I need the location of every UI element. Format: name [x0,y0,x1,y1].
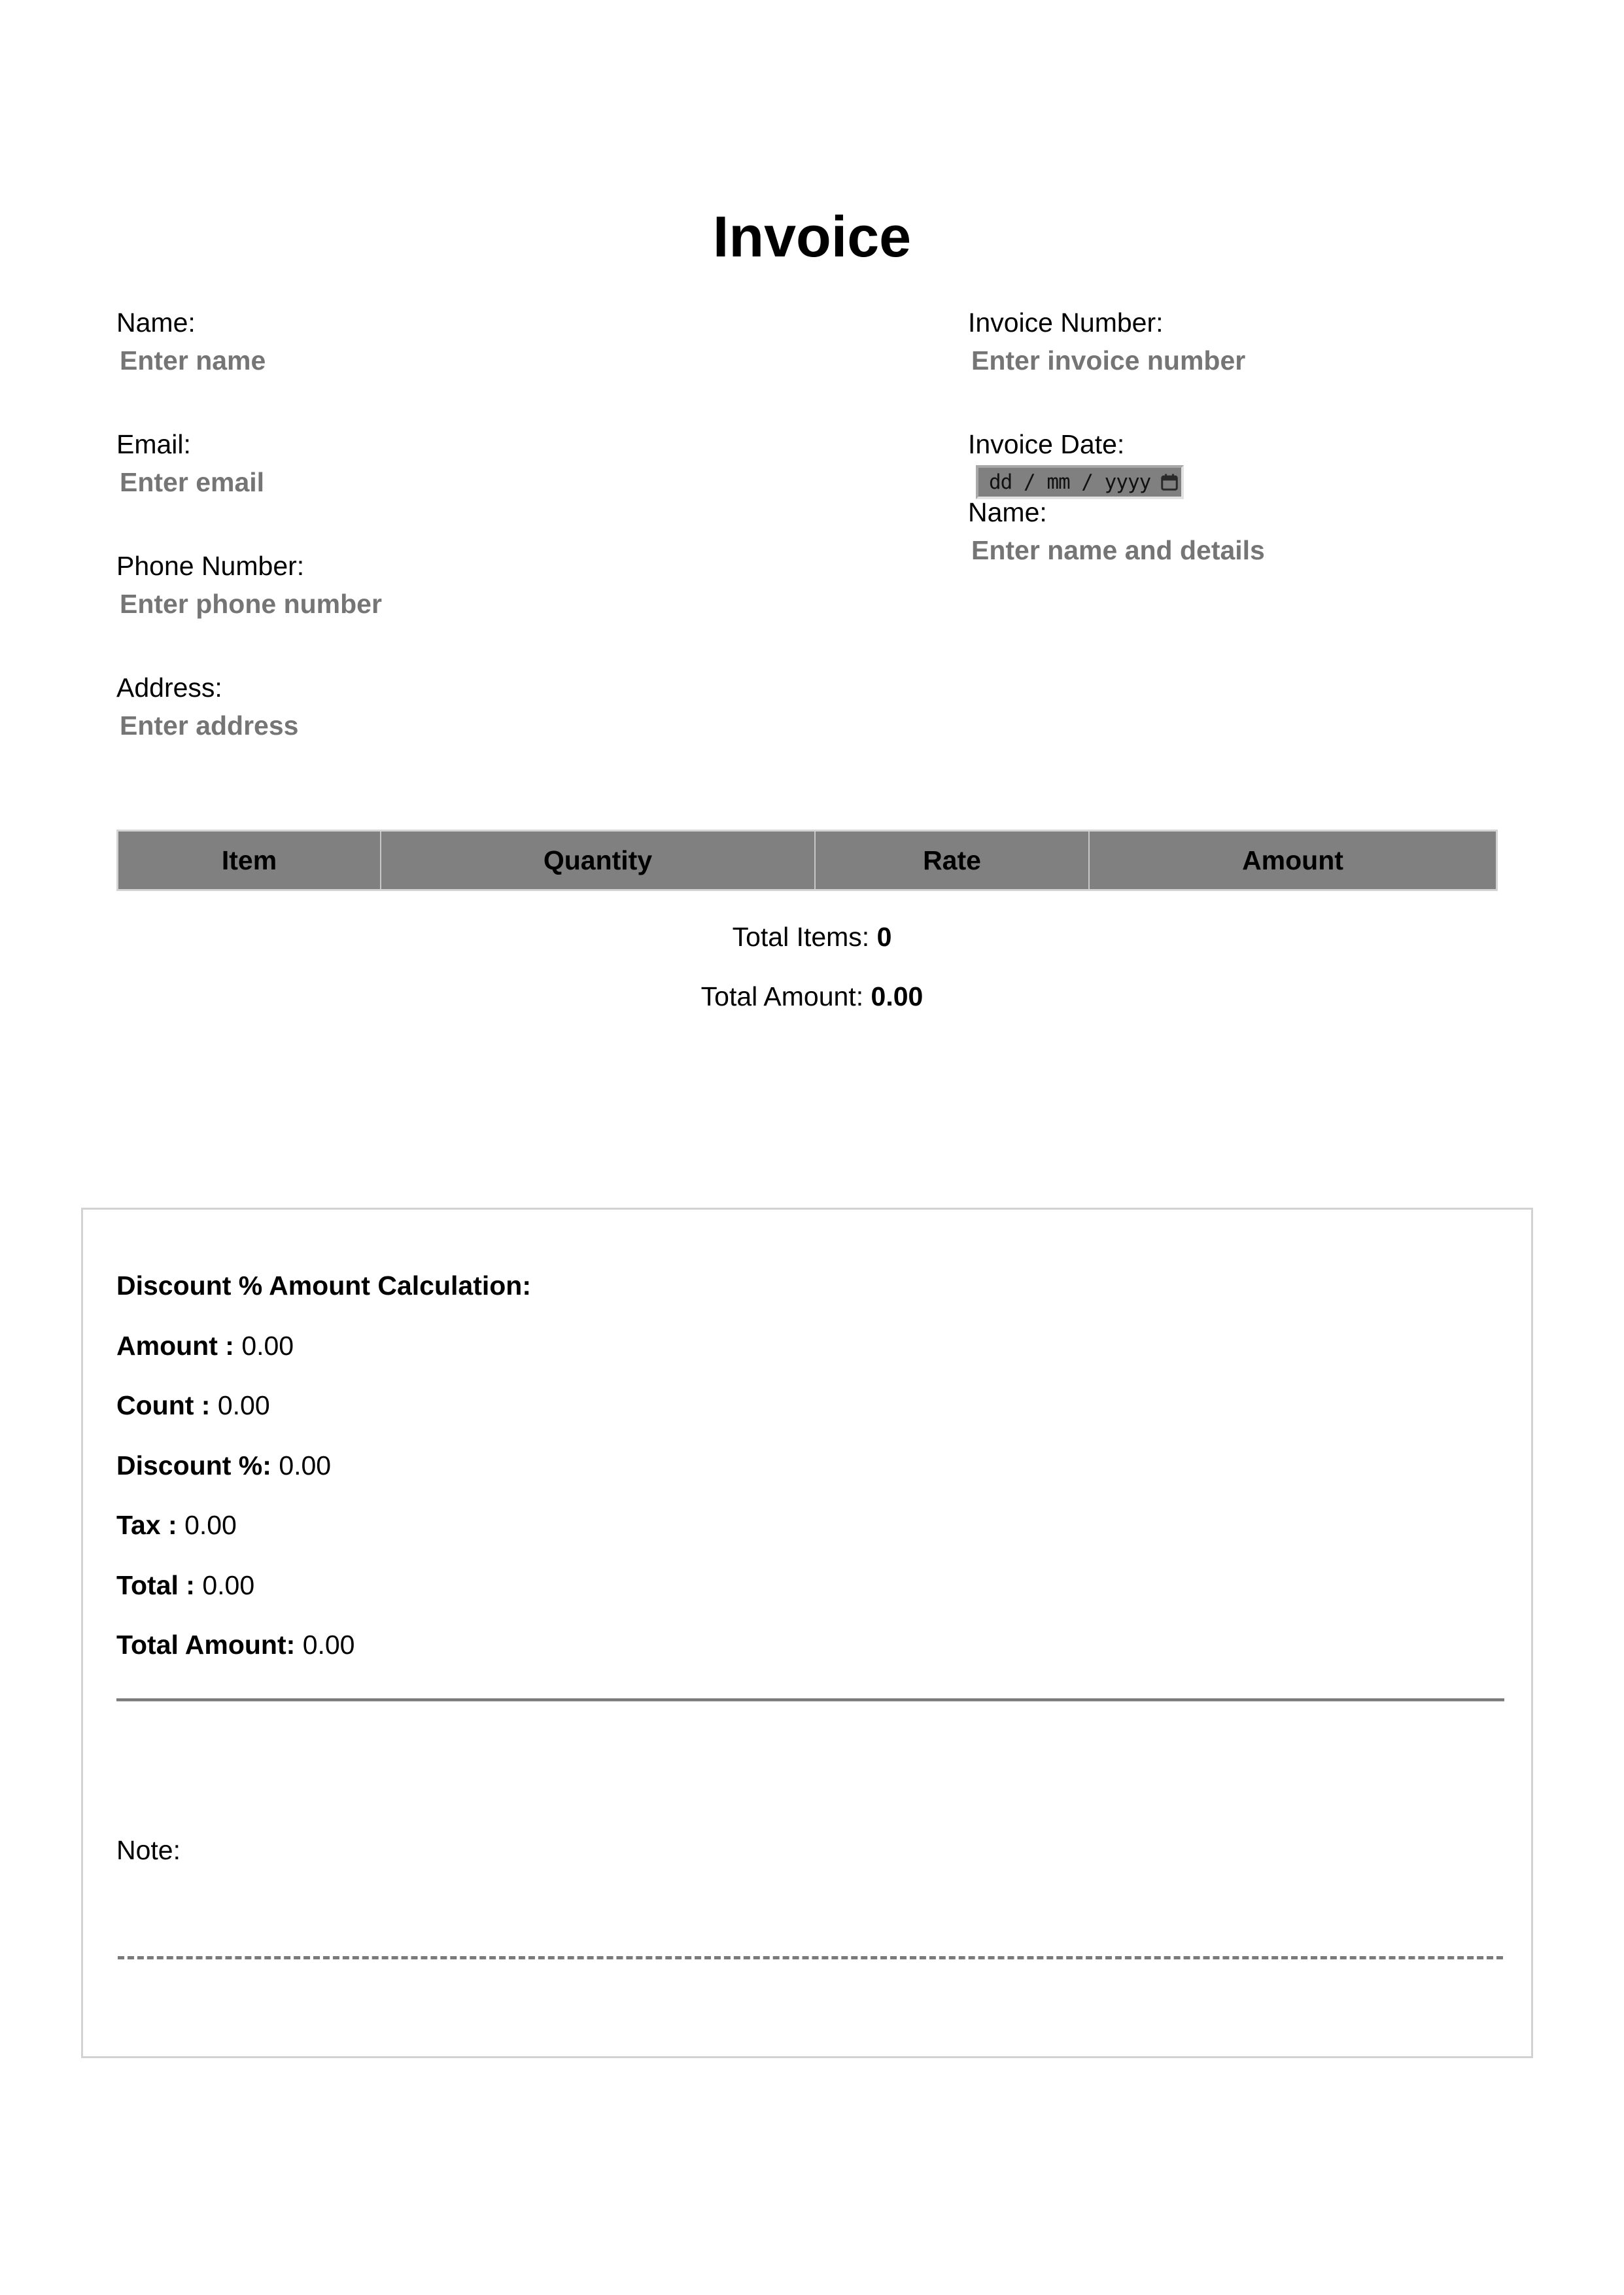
calc-value: 0.00 [184,1510,237,1540]
invoice-date-input[interactable] [976,465,1184,499]
invoice-number-label: Invoice Number: [968,307,1164,338]
recipient-name-label: Name: [968,497,1047,527]
calc-value: 0.00 [202,1570,255,1600]
column-header-amount: Amount [1089,831,1497,890]
calendar-icon[interactable] [1160,472,1179,492]
calculation-heading: Discount % Amount Calculation: [116,1270,531,1301]
calc-value: 0.00 [217,1390,270,1420]
invoice-number-input[interactable] [971,345,1560,376]
calc-row-count [116,1390,270,1421]
note-input-line[interactable] [118,1956,1503,1959]
column-header-item: Item [221,845,277,875]
name-label: Name: [116,307,196,338]
calc-value: 0.00 [302,1630,355,1660]
total-items-value: 0 [876,922,892,952]
name-input[interactable] [120,345,708,376]
calculation-divider [116,1698,1504,1702]
phone-label: Phone Number: [116,551,305,581]
date-placeholder: dd / mm / yyyy [989,470,1151,494]
email-input[interactable] [120,466,708,498]
total-items [0,921,1624,953]
calc-label: Total Amount: [116,1630,296,1660]
email-label: Email: [116,429,191,459]
calc-label: Amount : [116,1331,234,1361]
recipient-details-input[interactable] [971,534,1560,566]
items-table [116,830,1498,891]
calc-value: 0.00 [279,1450,332,1480]
note-label: Note: [116,1835,181,1865]
calc-label: Tax : [116,1510,177,1540]
column-header-rate: Rate [815,831,1089,890]
calc-row-total [116,1569,254,1601]
invoice-date-label: Invoice Date: [968,429,1125,459]
total-items-label: Total Items: [732,922,870,952]
calc-label: Discount %: [116,1450,271,1480]
items-table-header-row [118,831,1497,890]
column-header-quantity: Quantity [381,831,815,890]
address-label: Address: [116,673,222,703]
calc-label: Total : [116,1570,195,1600]
total-amount-value: 0.00 [871,981,924,1011]
total-amount-label: Total Amount: [700,981,864,1011]
calc-row-discount [116,1450,331,1481]
calc-row-tax [116,1509,237,1541]
address-input[interactable] [120,710,708,741]
page-title: Invoice [712,204,912,269]
calc-row-amount [116,1330,294,1361]
phone-input[interactable] [120,588,708,620]
calc-value: 0.00 [241,1331,294,1361]
calc-label: Count : [116,1390,211,1420]
calc-row-total-amount [116,1629,355,1660]
total-amount [0,981,1624,1012]
